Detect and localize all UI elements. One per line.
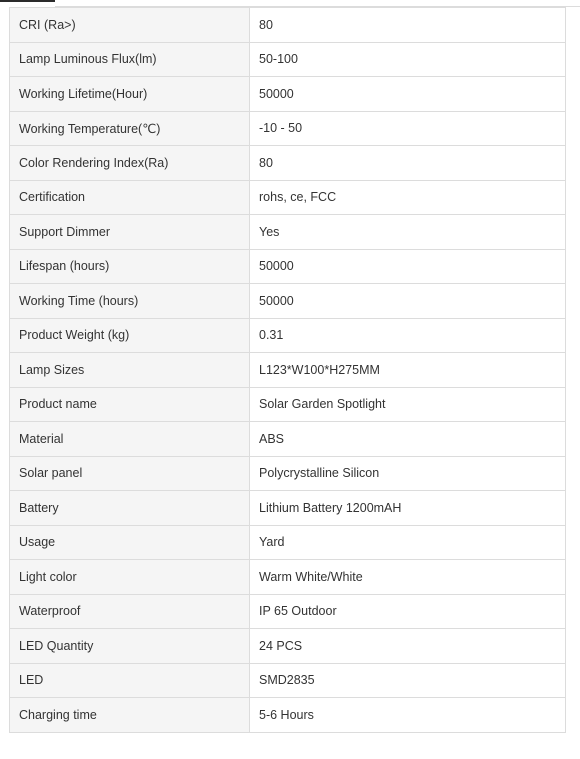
- spec-value: 24 PCS: [250, 629, 566, 664]
- spec-value: Yard: [250, 525, 566, 560]
- table-row: [10, 146, 566, 181]
- spec-value: Polycrystalline Silicon: [250, 456, 566, 491]
- spec-label: Support Dimmer: [10, 215, 250, 250]
- spec-label: Working Lifetime(Hour): [10, 77, 250, 112]
- table-row: [10, 456, 566, 491]
- spec-value: Yes: [250, 215, 566, 250]
- spec-label: Light color: [10, 560, 250, 595]
- table-row: [10, 629, 566, 664]
- spec-label: CRI (Ra>): [10, 8, 250, 43]
- table-row: [10, 422, 566, 457]
- table-row: [10, 663, 566, 698]
- spec-label: Working Temperature(℃): [10, 111, 250, 146]
- table-row: [10, 353, 566, 388]
- spec-value: Warm White/White: [250, 560, 566, 595]
- table-row: [10, 42, 566, 77]
- spec-value: SMD2835: [250, 663, 566, 698]
- spec-label: Solar panel: [10, 456, 250, 491]
- spec-value: 0.31: [250, 318, 566, 353]
- spec-value: 50000: [250, 249, 566, 284]
- spec-table: [9, 7, 566, 733]
- spec-label: Lifespan (hours): [10, 249, 250, 284]
- spec-label: Lamp Sizes: [10, 353, 250, 388]
- spec-value: rohs, ce, FCC: [250, 180, 566, 215]
- divider-accent: [0, 0, 55, 2]
- spec-label: LED Quantity: [10, 629, 250, 664]
- spec-value: 50000: [250, 77, 566, 112]
- spec-label: Lamp Luminous Flux(lm): [10, 42, 250, 77]
- top-divider: [0, 0, 580, 7]
- spec-label: Color Rendering Index(Ra): [10, 146, 250, 181]
- spec-value: L123*W100*H275MM: [250, 353, 566, 388]
- spec-label: Usage: [10, 525, 250, 560]
- spec-value: 50-100: [250, 42, 566, 77]
- table-row: [10, 249, 566, 284]
- spec-value: IP 65 Outdoor: [250, 594, 566, 629]
- table-row: [10, 111, 566, 146]
- spec-label: Material: [10, 422, 250, 457]
- spec-value: -10 - 50: [250, 111, 566, 146]
- spec-value: Solar Garden Spotlight: [250, 387, 566, 422]
- spec-label: LED: [10, 663, 250, 698]
- spec-label: Certification: [10, 180, 250, 215]
- table-row: [10, 560, 566, 595]
- table-row: [10, 525, 566, 560]
- table-row: [10, 284, 566, 319]
- table-row: [10, 698, 566, 733]
- table-row: [10, 318, 566, 353]
- table-row: [10, 594, 566, 629]
- spec-label: Battery: [10, 491, 250, 526]
- table-row: [10, 387, 566, 422]
- spec-value: 5-6 Hours: [250, 698, 566, 733]
- spec-value: 50000: [250, 284, 566, 319]
- spec-label: Product Weight (kg): [10, 318, 250, 353]
- spec-value: 80: [250, 146, 566, 181]
- spec-label: Charging time: [10, 698, 250, 733]
- spec-value: Lithium Battery 1200mAH: [250, 491, 566, 526]
- table-row: [10, 8, 566, 43]
- table-row: [10, 491, 566, 526]
- table-row: [10, 77, 566, 112]
- spec-label: Waterproof: [10, 594, 250, 629]
- table-row: [10, 215, 566, 250]
- spec-value: ABS: [250, 422, 566, 457]
- table-row: [10, 180, 566, 215]
- spec-label: Working Time (hours): [10, 284, 250, 319]
- spec-label: Product name: [10, 387, 250, 422]
- spec-value: 80: [250, 8, 566, 43]
